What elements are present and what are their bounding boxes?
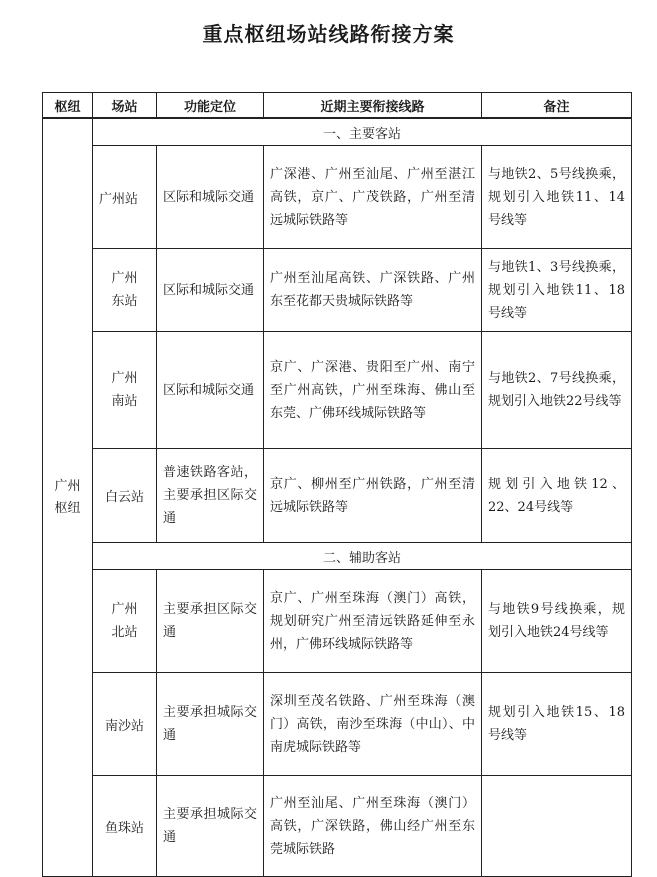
header-role: 功能定位 xyxy=(157,93,264,119)
station-cell xyxy=(93,570,157,673)
header-hub: 枢纽 xyxy=(43,93,93,119)
table-row xyxy=(43,673,632,776)
lines-cell: 深圳至茂名铁路、广州至珠海（澳门）高铁，南沙至珠海（中山）、中南虎城际铁路等 xyxy=(264,673,482,776)
document-title: 重点枢纽场站线路衔接方案 xyxy=(202,22,455,46)
station-cell: 鱼珠站 xyxy=(93,776,157,877)
table-row xyxy=(43,249,632,332)
hub-cell xyxy=(43,118,93,877)
note-cell: 规划引入地铁12、22、24号线等 xyxy=(482,449,632,543)
role-cell: 普速铁路客站，主要承担区际交通 xyxy=(157,449,264,543)
lines-cell: 京广、广州至珠海（澳门）高铁，规划研究广州至清远铁路延伸至永州，广佛环线城际铁路等 xyxy=(264,570,482,673)
station-connection-table xyxy=(42,92,632,877)
table-row xyxy=(43,146,632,249)
hub-label: 广州枢纽 xyxy=(54,478,81,516)
role-cell: 主要承担城际交通 xyxy=(157,776,264,877)
section-row-main xyxy=(43,118,632,146)
lines-cell: 京广、柳州至广州铁路，广州至清远城际铁路等 xyxy=(264,449,482,543)
note-cell: 与地铁2、5号线换乘，规划引入地铁11、14号线等 xyxy=(482,146,632,249)
lines-cell: 京广、广深港、贵阳至广州、南宁至广州高铁，广州至珠海、佛山至东莞、广佛环线城际铁路等 xyxy=(264,332,482,449)
station-cell: 广州站 xyxy=(93,146,157,249)
lines-cell: 广深港、广州至汕尾、广州至湛江高铁，京广、广茂铁路，广州至清远城际铁路等 xyxy=(264,146,482,249)
section-aux-label: 二、辅助客站 xyxy=(93,543,632,570)
role-cell: 主要承担城际交通 xyxy=(157,673,264,776)
station-label: 广州北站 xyxy=(111,602,138,640)
section-row-aux xyxy=(43,543,632,570)
header-lines: 近期主要衔接线路 xyxy=(264,93,482,119)
station-cell xyxy=(93,249,157,332)
note-cell: 规划引入地铁15、18号线等 xyxy=(482,673,632,776)
note-cell: 与地铁1、3号线换乘，规划引入地铁11、18号线等 xyxy=(482,249,632,332)
lines-cell: 广州至汕尾高铁、广深铁路、广州东至花都天贵城际铁路等 xyxy=(264,249,482,332)
note-cell xyxy=(482,776,632,877)
header-station: 场站 xyxy=(93,93,157,119)
table-row xyxy=(43,776,632,877)
role-cell: 区际和城际交通 xyxy=(157,249,264,332)
station-cell: 南沙站 xyxy=(93,673,157,776)
station-label: 广州东站 xyxy=(111,271,138,309)
note-cell: 与地铁9号线换乘，规划引入地铁24号线等 xyxy=(482,570,632,673)
table-header-row xyxy=(43,93,632,119)
station-cell xyxy=(93,332,157,449)
station-label: 广州南站 xyxy=(111,371,138,409)
table-row xyxy=(43,570,632,673)
station-cell: 白云站 xyxy=(93,449,157,543)
table-row xyxy=(43,332,632,449)
header-note: 备注 xyxy=(482,93,632,119)
role-cell: 区际和城际交通 xyxy=(157,146,264,249)
lines-cell: 广州至汕尾、广州至珠海（澳门）高铁，广深铁路，佛山经广州至东莞城际铁路 xyxy=(264,776,482,877)
role-cell: 主要承担区际交通 xyxy=(157,570,264,673)
role-cell: 区际和城际交通 xyxy=(157,332,264,449)
note-cell: 与地铁2、7号线换乘，规划引入地铁22号线等 xyxy=(482,332,632,449)
section-main-label: 一、主要客站 xyxy=(93,118,632,146)
table-row xyxy=(43,449,632,543)
